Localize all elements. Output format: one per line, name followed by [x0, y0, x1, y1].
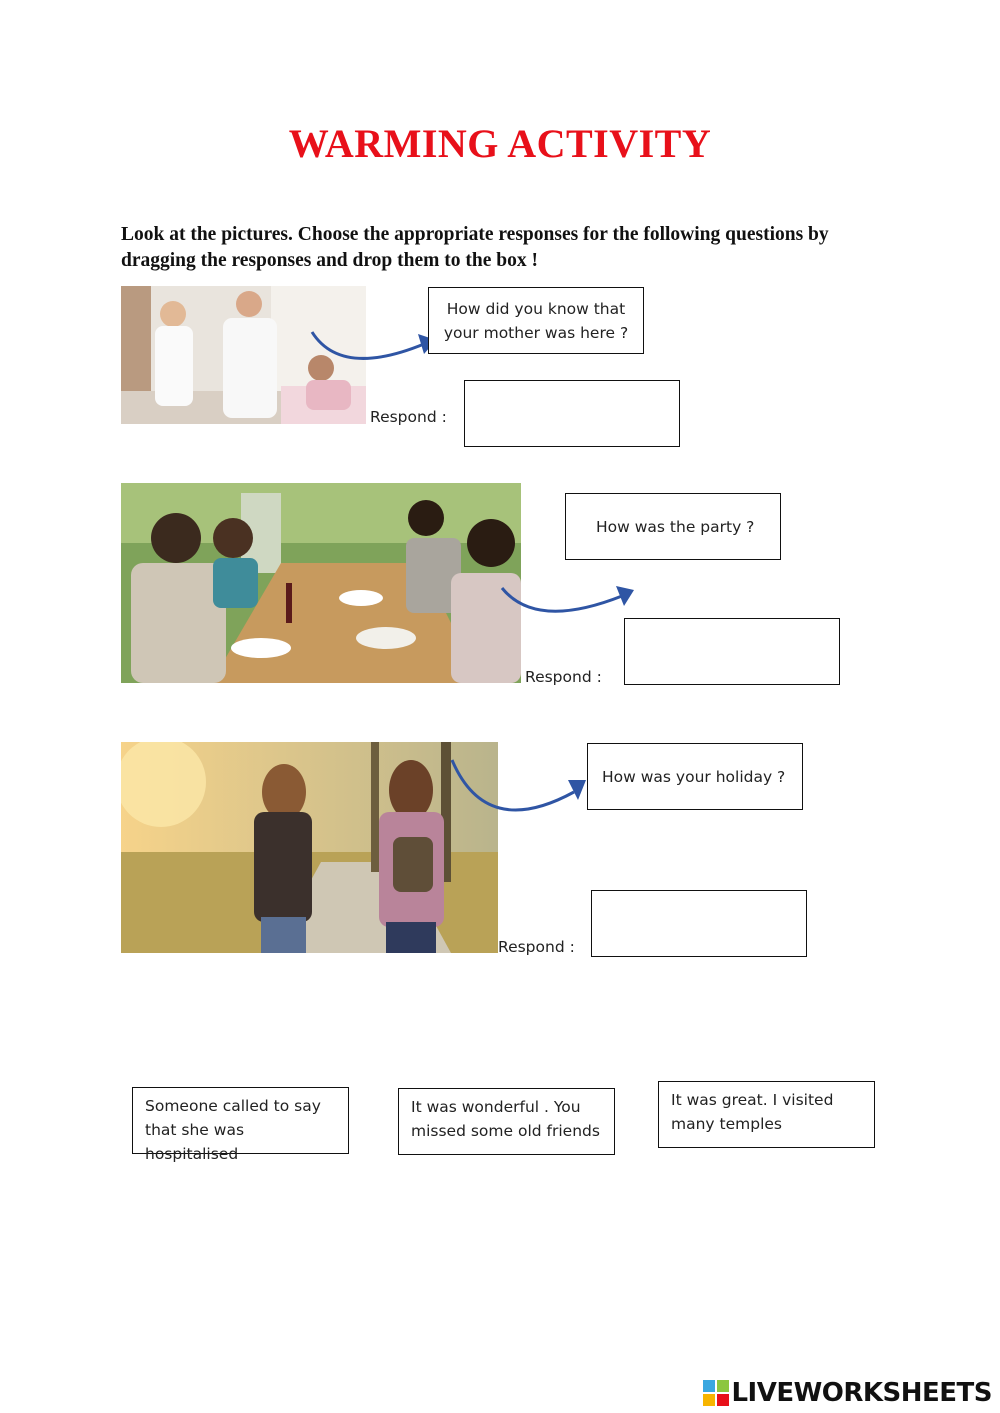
liveworksheets-logo	[703, 1376, 992, 1410]
respond-label-2: Respond :	[525, 668, 602, 686]
response-text-3: It was great. I visited many temples	[671, 1091, 834, 1133]
question-box-2	[565, 493, 781, 560]
response-option-3[interactable]	[658, 1081, 875, 1148]
respond-label-3: Respond :	[498, 938, 575, 956]
response-option-1[interactable]	[132, 1087, 349, 1163]
respond-label-1: Respond :	[370, 408, 447, 426]
walking-friends-scene-icon	[121, 742, 498, 953]
instructions: Look at the pictures. Choose the appropriate responses for the following questions by dragging the responses and drop them to the box !	[121, 224, 829, 271]
brand-name: LIVEWORKSHEETS	[731, 1378, 992, 1408]
response-option-2[interactable]	[398, 1088, 615, 1155]
drop-box-2[interactable]	[624, 618, 840, 685]
arrow-icon	[306, 318, 446, 368]
photo-friends	[121, 742, 498, 953]
page-title: WARMING ACTIVITY	[288, 121, 712, 166]
question-box-3	[587, 743, 803, 810]
question-text-1: How did you know that your mother was here ?	[443, 299, 629, 342]
liveworksheets-logo-icon	[703, 1380, 729, 1406]
dinner-party-scene-icon	[121, 483, 521, 683]
question-text-2: How was the party ?	[596, 517, 755, 536]
drop-box-1[interactable]	[464, 380, 680, 447]
question-box-1	[428, 287, 644, 354]
response-text-1: Someone called to say that she was hospitalised	[145, 1097, 321, 1163]
question-text-3: How was your holiday ?	[602, 767, 786, 786]
drop-box-3[interactable]	[591, 890, 807, 957]
photo-party	[121, 483, 521, 683]
arrow-icon	[446, 750, 596, 820]
response-text-2: It was wonderful . You missed some old friends	[411, 1098, 600, 1140]
